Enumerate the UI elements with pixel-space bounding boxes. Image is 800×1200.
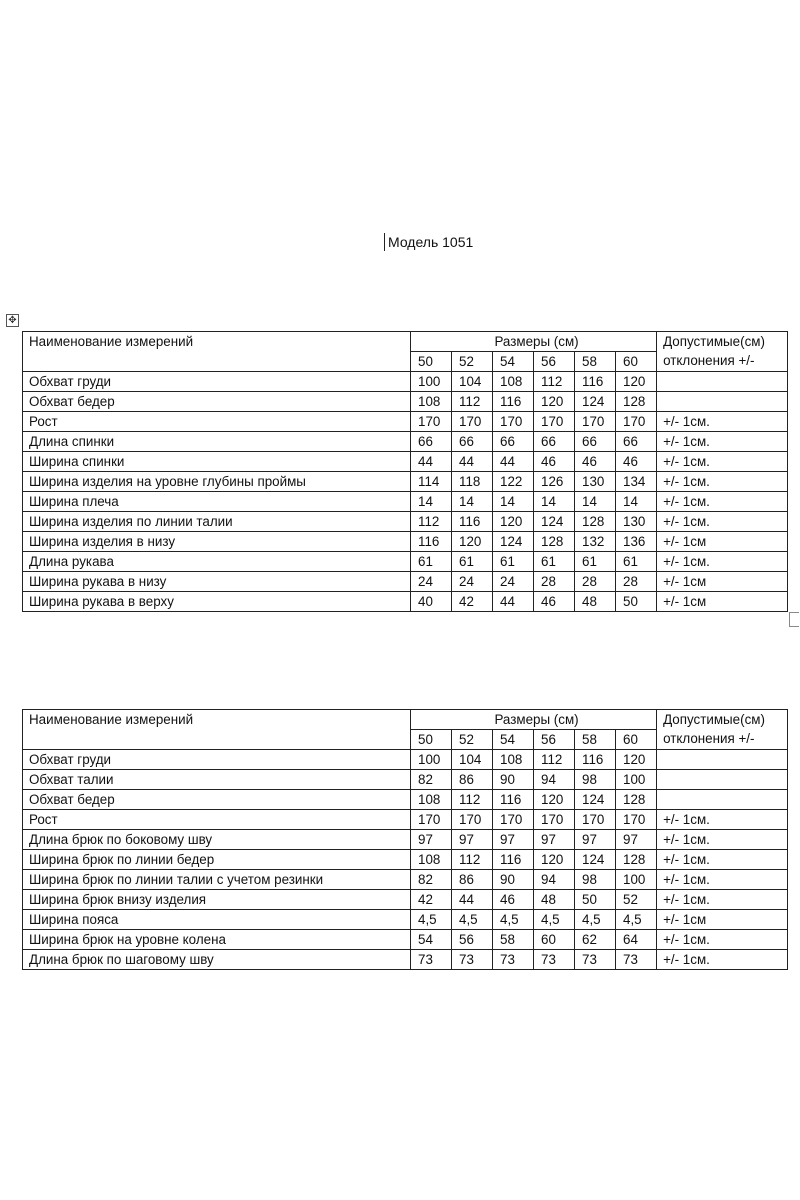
table-row bbox=[23, 850, 788, 870]
value-cell: 120 bbox=[534, 392, 575, 412]
value-cell: 48 bbox=[534, 890, 575, 910]
table-row bbox=[23, 870, 788, 890]
value-cell: 132 bbox=[575, 532, 616, 552]
value-cell: 60 bbox=[534, 930, 575, 950]
value-cell: 14 bbox=[616, 492, 657, 512]
table-row bbox=[23, 372, 788, 392]
value-cell: 40 bbox=[411, 592, 452, 612]
table-row bbox=[23, 412, 788, 432]
value-cell: 170 bbox=[411, 810, 452, 830]
value-cell: 14 bbox=[452, 492, 493, 512]
value-cell: 54 bbox=[411, 930, 452, 950]
table-row bbox=[23, 472, 788, 492]
value-cell: 46 bbox=[493, 890, 534, 910]
value-cell: 61 bbox=[452, 552, 493, 572]
value-cell: 124 bbox=[575, 850, 616, 870]
value-cell: 120 bbox=[493, 512, 534, 532]
table-row bbox=[23, 532, 788, 552]
value-cell: 112 bbox=[452, 850, 493, 870]
value-cell: 128 bbox=[575, 512, 616, 532]
tolerance-line-2: отклонения +/- bbox=[663, 731, 755, 746]
table-row bbox=[23, 950, 788, 970]
value-cell: 122 bbox=[493, 472, 534, 492]
value-cell: 170 bbox=[493, 412, 534, 432]
value-cell: 116 bbox=[452, 512, 493, 532]
value-cell: 130 bbox=[616, 512, 657, 532]
value-cell: 98 bbox=[575, 770, 616, 790]
value-cell: 124 bbox=[534, 512, 575, 532]
value-cell: 108 bbox=[493, 750, 534, 770]
tolerance-cell: +/- 1см. bbox=[657, 452, 788, 472]
value-cell: 61 bbox=[575, 552, 616, 572]
value-cell: 124 bbox=[575, 392, 616, 412]
measurement-name-cell: Обхват груди bbox=[23, 372, 411, 392]
value-cell: 56 bbox=[452, 930, 493, 950]
table-row bbox=[23, 552, 788, 572]
value-cell: 120 bbox=[616, 750, 657, 770]
value-cell: 24 bbox=[411, 572, 452, 592]
header-sizes-cell: Размеры (см) bbox=[411, 332, 657, 352]
table-row bbox=[23, 790, 788, 810]
table-move-handle-icon[interactable]: ✥ bbox=[6, 314, 19, 327]
tolerance-cell: +/- 1см. bbox=[657, 810, 788, 830]
value-cell: 136 bbox=[616, 532, 657, 552]
value-cell: 116 bbox=[575, 750, 616, 770]
tolerance-cell: +/- 1см. bbox=[657, 870, 788, 890]
tolerance-cell: +/- 1см. bbox=[657, 552, 788, 572]
value-cell: 42 bbox=[411, 890, 452, 910]
value-cell: 97 bbox=[534, 830, 575, 850]
value-cell: 61 bbox=[616, 552, 657, 572]
measurement-name-cell: Ширина спинки bbox=[23, 452, 411, 472]
measurement-name-cell: Длина брюк по шаговому шву bbox=[23, 950, 411, 970]
measurement-name-cell: Ширина брюк по линии талии с учетом резинки bbox=[23, 870, 411, 890]
value-cell: 104 bbox=[452, 750, 493, 770]
table-row bbox=[23, 492, 788, 512]
tolerance-cell: +/- 1см bbox=[657, 532, 788, 552]
value-cell: 28 bbox=[575, 572, 616, 592]
value-cell: 73 bbox=[452, 950, 493, 970]
value-cell: 61 bbox=[534, 552, 575, 572]
value-cell: 97 bbox=[493, 830, 534, 850]
table-row bbox=[23, 452, 788, 472]
value-cell: 90 bbox=[493, 870, 534, 890]
value-cell: 100 bbox=[616, 870, 657, 890]
value-cell: 100 bbox=[616, 770, 657, 790]
value-cell: 44 bbox=[493, 452, 534, 472]
header-name-cell: Наименование измерений bbox=[23, 332, 411, 372]
value-cell: 14 bbox=[575, 492, 616, 512]
value-cell: 73 bbox=[411, 950, 452, 970]
value-cell: 73 bbox=[616, 950, 657, 970]
value-cell: 42 bbox=[452, 592, 493, 612]
value-cell: 120 bbox=[534, 850, 575, 870]
tolerance-cell bbox=[657, 770, 788, 790]
value-cell: 97 bbox=[575, 830, 616, 850]
tolerance-cell: +/- 1см bbox=[657, 572, 788, 592]
value-cell: 4,5 bbox=[493, 910, 534, 930]
value-cell: 86 bbox=[452, 870, 493, 890]
size-header-cell: 60 bbox=[616, 730, 657, 750]
size-header-cell: 58 bbox=[575, 352, 616, 372]
value-cell: 170 bbox=[411, 412, 452, 432]
tolerance-line-2: отклонения +/- bbox=[663, 353, 755, 368]
value-cell: 116 bbox=[493, 850, 534, 870]
value-cell: 126 bbox=[534, 472, 575, 492]
value-cell: 44 bbox=[411, 452, 452, 472]
measurement-name-cell: Обхват бедер bbox=[23, 392, 411, 412]
value-cell: 90 bbox=[493, 770, 534, 790]
size-header-cell: 52 bbox=[452, 352, 493, 372]
value-cell: 44 bbox=[452, 452, 493, 472]
tolerance-cell: +/- 1см. bbox=[657, 492, 788, 512]
table-row bbox=[23, 432, 788, 452]
value-cell: 112 bbox=[534, 750, 575, 770]
value-cell: 114 bbox=[411, 472, 452, 492]
tolerance-cell: +/- 1см. bbox=[657, 890, 788, 910]
value-cell: 82 bbox=[411, 870, 452, 890]
value-cell: 170 bbox=[534, 810, 575, 830]
value-cell: 14 bbox=[411, 492, 452, 512]
value-cell: 66 bbox=[575, 432, 616, 452]
value-cell: 46 bbox=[616, 452, 657, 472]
value-cell: 116 bbox=[493, 392, 534, 412]
value-cell: 130 bbox=[575, 472, 616, 492]
tolerance-cell: +/- 1см. bbox=[657, 930, 788, 950]
value-cell: 46 bbox=[575, 452, 616, 472]
value-cell: 170 bbox=[452, 412, 493, 432]
value-cell: 108 bbox=[411, 790, 452, 810]
measurement-name-cell: Ширина изделия на уровне глубины проймы bbox=[23, 472, 411, 492]
value-cell: 100 bbox=[411, 372, 452, 392]
measurement-name-cell: Длина рукава bbox=[23, 552, 411, 572]
measurement-name-cell: Ширина брюк на уровне колена bbox=[23, 930, 411, 950]
measurement-name-cell: Рост bbox=[23, 810, 411, 830]
value-cell: 64 bbox=[616, 930, 657, 950]
header-tolerance-cell bbox=[657, 710, 788, 750]
tolerance-cell bbox=[657, 392, 788, 412]
tolerance-line-1: Допустимые(см) bbox=[663, 334, 765, 349]
value-cell: 112 bbox=[411, 512, 452, 532]
measurement-name-cell: Обхват бедер bbox=[23, 790, 411, 810]
size-header-cell: 54 bbox=[493, 730, 534, 750]
value-cell: 14 bbox=[493, 492, 534, 512]
size-header-cell: 56 bbox=[534, 730, 575, 750]
value-cell: 170 bbox=[493, 810, 534, 830]
tolerance-cell: +/- 1см. bbox=[657, 472, 788, 492]
measurement-name-cell: Ширина пояса bbox=[23, 910, 411, 930]
value-cell: 66 bbox=[452, 432, 493, 452]
value-cell: 4,5 bbox=[616, 910, 657, 930]
value-cell: 97 bbox=[452, 830, 493, 850]
value-cell: 61 bbox=[411, 552, 452, 572]
table-row bbox=[23, 572, 788, 592]
value-cell: 124 bbox=[575, 790, 616, 810]
value-cell: 4,5 bbox=[411, 910, 452, 930]
measurement-name-cell: Рост bbox=[23, 412, 411, 432]
value-cell: 82 bbox=[411, 770, 452, 790]
tolerance-cell bbox=[657, 790, 788, 810]
measurement-name-cell: Ширина брюк внизу изделия bbox=[23, 890, 411, 910]
tolerance-cell bbox=[657, 750, 788, 770]
value-cell: 66 bbox=[534, 432, 575, 452]
value-cell: 66 bbox=[616, 432, 657, 452]
value-cell: 58 bbox=[493, 930, 534, 950]
measurement-name-cell: Ширина изделия по линии талии bbox=[23, 512, 411, 532]
value-cell: 120 bbox=[534, 790, 575, 810]
value-cell: 170 bbox=[534, 412, 575, 432]
measurement-name-cell: Ширина рукава в низу bbox=[23, 572, 411, 592]
table-row bbox=[23, 512, 788, 532]
tolerance-cell: +/- 1см. bbox=[657, 512, 788, 532]
measurements-table-top bbox=[22, 331, 788, 612]
value-cell: 44 bbox=[493, 592, 534, 612]
tolerance-cell bbox=[657, 372, 788, 392]
value-cell: 44 bbox=[452, 890, 493, 910]
value-cell: 46 bbox=[534, 452, 575, 472]
size-header-cell: 56 bbox=[534, 352, 575, 372]
value-cell: 120 bbox=[616, 372, 657, 392]
value-cell: 73 bbox=[575, 950, 616, 970]
value-cell: 170 bbox=[616, 810, 657, 830]
value-cell: 66 bbox=[411, 432, 452, 452]
table-row bbox=[23, 750, 788, 770]
tolerance-cell: +/- 1см. bbox=[657, 432, 788, 452]
size-header-cell: 54 bbox=[493, 352, 534, 372]
value-cell: 170 bbox=[575, 412, 616, 432]
value-cell: 170 bbox=[575, 810, 616, 830]
table-row bbox=[23, 770, 788, 790]
value-cell: 170 bbox=[452, 810, 493, 830]
tolerance-cell: +/- 1см. bbox=[657, 950, 788, 970]
table-row bbox=[23, 910, 788, 930]
value-cell: 24 bbox=[493, 572, 534, 592]
table-row bbox=[23, 592, 788, 612]
value-cell: 46 bbox=[534, 592, 575, 612]
value-cell: 108 bbox=[411, 392, 452, 412]
value-cell: 112 bbox=[452, 790, 493, 810]
measurement-name-cell: Обхват груди bbox=[23, 750, 411, 770]
value-cell: 52 bbox=[616, 890, 657, 910]
value-cell: 100 bbox=[411, 750, 452, 770]
value-cell: 50 bbox=[575, 890, 616, 910]
value-cell: 108 bbox=[493, 372, 534, 392]
table-row bbox=[23, 890, 788, 910]
value-cell: 108 bbox=[411, 850, 452, 870]
table-header-row bbox=[23, 710, 788, 730]
value-cell: 48 bbox=[575, 592, 616, 612]
measurement-name-cell: Ширина изделия в низу bbox=[23, 532, 411, 552]
tolerance-cell: +/- 1см. bbox=[657, 850, 788, 870]
value-cell: 86 bbox=[452, 770, 493, 790]
value-cell: 104 bbox=[452, 372, 493, 392]
header-name-cell: Наименование измерений bbox=[23, 710, 411, 750]
size-header-cell: 58 bbox=[575, 730, 616, 750]
tolerance-cell: +/- 1см. bbox=[657, 412, 788, 432]
value-cell: 28 bbox=[616, 572, 657, 592]
document-title: Модель 1051 bbox=[384, 233, 473, 251]
value-cell: 73 bbox=[493, 950, 534, 970]
measurement-name-cell: Ширина рукава в верху bbox=[23, 592, 411, 612]
value-cell: 94 bbox=[534, 770, 575, 790]
value-cell: 24 bbox=[452, 572, 493, 592]
value-cell: 128 bbox=[616, 392, 657, 412]
size-header-cell: 52 bbox=[452, 730, 493, 750]
value-cell: 118 bbox=[452, 472, 493, 492]
value-cell: 116 bbox=[493, 790, 534, 810]
measurement-name-cell: Обхват талии bbox=[23, 770, 411, 790]
value-cell: 112 bbox=[534, 372, 575, 392]
tolerance-cell: +/- 1см. bbox=[657, 830, 788, 850]
measurement-name-cell: Длина брюк по боковому шву bbox=[23, 830, 411, 850]
value-cell: 14 bbox=[534, 492, 575, 512]
value-cell: 4,5 bbox=[452, 910, 493, 930]
table-row bbox=[23, 830, 788, 850]
value-cell: 120 bbox=[452, 532, 493, 552]
value-cell: 4,5 bbox=[534, 910, 575, 930]
table-row bbox=[23, 392, 788, 412]
value-cell: 28 bbox=[534, 572, 575, 592]
tolerance-cell: +/- 1см bbox=[657, 910, 788, 930]
measurement-name-cell: Длина спинки bbox=[23, 432, 411, 452]
measurement-name-cell: Ширина брюк по линии бедер bbox=[23, 850, 411, 870]
table-header-row bbox=[23, 332, 788, 352]
value-cell: 73 bbox=[534, 950, 575, 970]
value-cell: 61 bbox=[493, 552, 534, 572]
value-cell: 98 bbox=[575, 870, 616, 890]
tolerance-line-1: Допустимые(см) bbox=[663, 712, 765, 727]
value-cell: 116 bbox=[411, 532, 452, 552]
value-cell: 94 bbox=[534, 870, 575, 890]
value-cell: 62 bbox=[575, 930, 616, 950]
value-cell: 128 bbox=[616, 850, 657, 870]
value-cell: 4,5 bbox=[575, 910, 616, 930]
header-tolerance-cell bbox=[657, 332, 788, 372]
measurement-name-cell: Ширина плеча bbox=[23, 492, 411, 512]
header-sizes-cell: Размеры (см) bbox=[411, 710, 657, 730]
size-header-cell: 60 bbox=[616, 352, 657, 372]
value-cell: 134 bbox=[616, 472, 657, 492]
value-cell: 116 bbox=[575, 372, 616, 392]
size-header-cell: 50 bbox=[411, 730, 452, 750]
measurements-table-bottom bbox=[22, 709, 788, 970]
table-row bbox=[23, 930, 788, 950]
value-cell: 97 bbox=[616, 830, 657, 850]
size-header-cell: 50 bbox=[411, 352, 452, 372]
value-cell: 170 bbox=[616, 412, 657, 432]
value-cell: 128 bbox=[616, 790, 657, 810]
value-cell: 112 bbox=[452, 392, 493, 412]
value-cell: 128 bbox=[534, 532, 575, 552]
table-end-marker bbox=[789, 612, 799, 627]
value-cell: 66 bbox=[493, 432, 534, 452]
value-cell: 97 bbox=[411, 830, 452, 850]
table-row bbox=[23, 810, 788, 830]
value-cell: 124 bbox=[493, 532, 534, 552]
tolerance-cell: +/- 1см bbox=[657, 592, 788, 612]
value-cell: 50 bbox=[616, 592, 657, 612]
